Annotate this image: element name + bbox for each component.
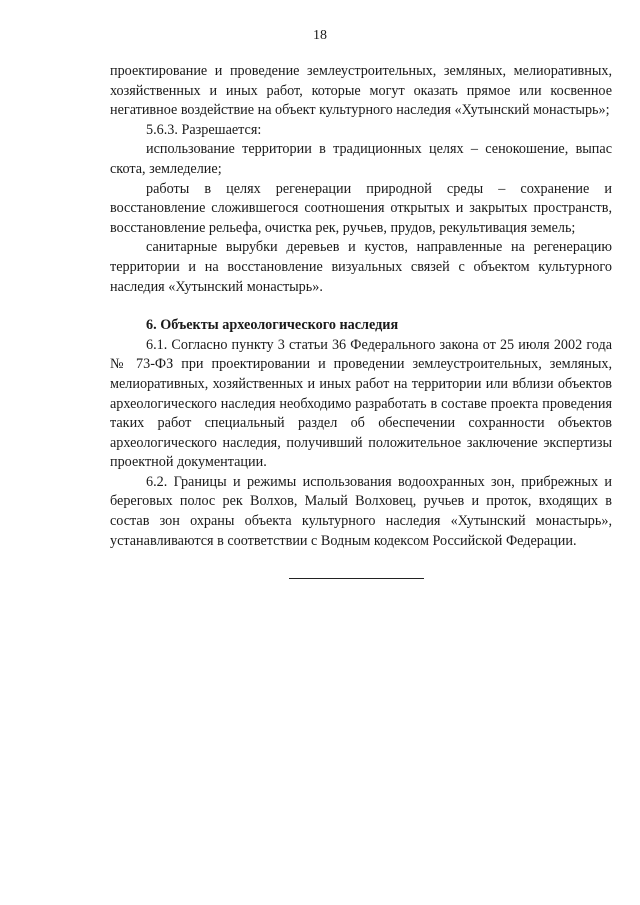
paragraph-6-2: 6.2. Границы и режимы использования водоохранных зон, прибрежных и береговых полос рек Волхов, Малый Волховец, ручьев и проток, входящих в состав зон охраны объекта культурного наследия «Хутынский монастырь», устанавливаются в соответствии с Водным кодексом Российской Федерации. — [110, 473, 612, 549]
document-body — [110, 62, 612, 551]
end-of-document-line — [289, 578, 424, 579]
section-heading-archaeology: 6. Объекты археологического наследия — [146, 317, 399, 334]
paragraph-allowed-heading: 5.6.3. Разрешается: — [146, 121, 262, 138]
paragraph-regeneration-works: работы в целях регенерации природной среды – сохранение и восстановление сложившегося соотношения открытых и закрытых пространств, восстановление рельефа, очистка рек, ручьев, прудов, рекультивация земель; — [110, 180, 612, 236]
paragraph-sanitary-felling: санитарные вырубки деревьев и кустов, направленные на регенерацию территории и на восстановление визуальных связей с объектом культурного наследия «Хутынский монастырь». — [110, 239, 612, 295]
paragraph-6-1: 6.1. Согласно пункту 3 статьи 36 Федерального закона от 25 июля 2002 года № 73-ФЗ при проектировании и проведении землеустроительных, земляных, мелиоративных, хозяйственных и иных работ на территории или вблизи объектов археологического наследия необходимо разработать в составе проекта проведения таких работ специальный раздел об обеспечении сохранности объектов археологического наследия, получивший положительное заключение экспертизы проектной документации. — [110, 336, 612, 471]
paragraph-traditional-use: использование территории в традиционных целях – сенокошение, выпас скота, земледелие; — [110, 141, 612, 177]
paragraph-prohibited-works: проектирование и проведение землеустроительных, земляных, мелиоративных, хозяйственных и иных работ, которые могут оказать прямое или косвенное негативное воздействие на объект культурного наследия «Хутынский монастырь»; — [110, 63, 612, 119]
page-number: 18 — [313, 28, 327, 43]
